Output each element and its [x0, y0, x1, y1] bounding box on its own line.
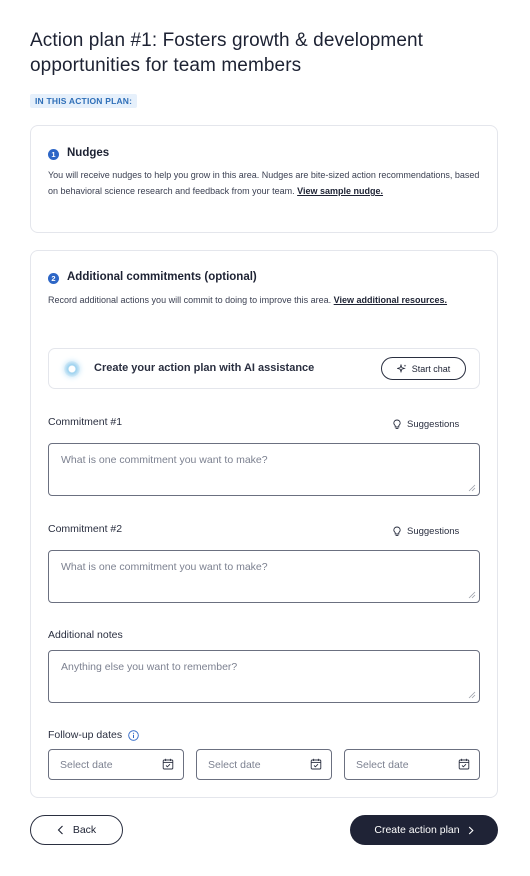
commitment-1-label: Commitment #1	[48, 416, 123, 428]
suggestions-label: Suggestions	[407, 526, 460, 537]
nudges-description	[48, 167, 484, 199]
additional-notes-input[interactable]	[48, 650, 480, 703]
commitments-description	[48, 292, 478, 308]
view-additional-resources-link[interactable]: View additional resources.	[333, 295, 448, 305]
additional-notes-label: Additional notes	[48, 629, 123, 641]
calendar-icon	[310, 758, 322, 770]
commitment-2-input[interactable]	[48, 550, 480, 603]
step-number-2: 2	[48, 273, 59, 284]
commitments-description-text: Record additional actions you will commit to doing to improve this area.	[48, 295, 332, 305]
chevron-right-icon	[468, 826, 474, 835]
nudges-title: Nudges	[67, 147, 110, 159]
resize-handle-icon[interactable]	[468, 691, 476, 699]
resize-handle-icon[interactable]	[468, 484, 476, 492]
nudges-card	[30, 125, 498, 233]
resize-handle-icon[interactable]	[468, 591, 476, 599]
sparkle-icon	[397, 364, 407, 374]
chevron-left-icon	[57, 825, 64, 835]
suggestions-label: Suggestions	[407, 419, 460, 430]
commitments-card	[30, 250, 498, 798]
follow-up-date-3[interactable]	[344, 749, 480, 780]
ai-assistance-box	[48, 348, 480, 389]
info-icon[interactable]	[128, 730, 139, 741]
commitment-2-label: Commitment #2	[48, 523, 123, 535]
start-chat-button[interactable]	[381, 357, 466, 380]
back-button[interactable]	[30, 815, 123, 845]
commitment-2-suggestions-button[interactable]	[392, 526, 459, 537]
page-title: Action plan #1: Fosters growth & development opportunities for team members	[30, 30, 424, 76]
commitment-2-placeholder: What is one commitment you want to make?	[61, 561, 268, 573]
additional-notes-placeholder: Anything else you want to remember?	[61, 661, 238, 673]
calendar-icon	[162, 758, 174, 770]
follow-up-date-1[interactable]	[48, 749, 184, 780]
back-label: Back	[72, 824, 97, 836]
lightbulb-icon	[392, 526, 402, 537]
follow-up-dates-label	[48, 729, 139, 741]
date-1-placeholder: Select date	[60, 759, 113, 771]
date-2-placeholder: Select date	[208, 759, 261, 771]
section-badge: IN THIS ACTION PLAN:	[30, 94, 137, 108]
create-action-plan-label: Create action plan	[374, 824, 460, 836]
create-action-plan-button[interactable]	[350, 815, 498, 845]
commitments-title: Additional commitments (optional)	[67, 271, 257, 283]
follow-up-dates-text: Follow-up dates	[48, 729, 123, 741]
calendar-icon	[458, 758, 470, 770]
commitment-1-placeholder: What is one commitment you want to make?	[61, 454, 268, 466]
ai-assistance-text: Create your action plan with AI assistance	[94, 362, 315, 374]
step-number-1: 1	[48, 149, 59, 160]
ai-orb-icon	[64, 361, 80, 377]
follow-up-date-2[interactable]	[196, 749, 332, 780]
date-3-placeholder: Select date	[356, 759, 409, 771]
nudges-description-text: You will receive nudges to help you grow in this area. Nudges are bite-sized action recommendations, based on behavioral science research and feedback from your team.	[48, 170, 480, 196]
view-sample-nudge-link[interactable]: View sample nudge.	[297, 186, 384, 196]
commitment-1-input[interactable]	[48, 443, 480, 496]
lightbulb-icon	[392, 419, 402, 430]
start-chat-label: Start chat	[411, 363, 451, 374]
commitment-1-suggestions-button[interactable]	[392, 419, 459, 430]
